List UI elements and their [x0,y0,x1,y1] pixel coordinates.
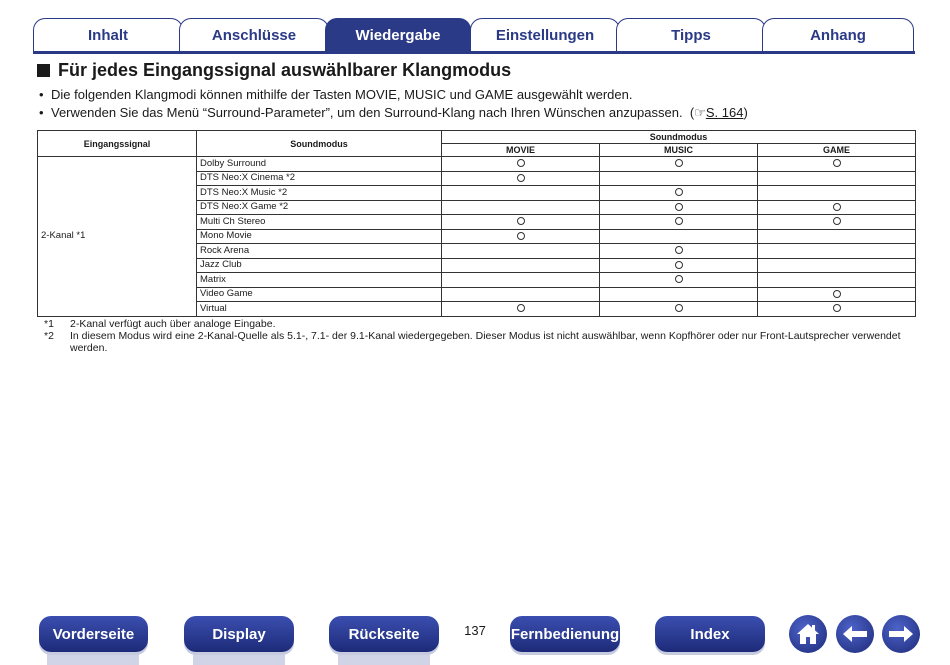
available-circle-icon [517,232,525,240]
available-circle-icon [833,290,841,298]
sound-mode-cell: DTS Neo:X Game *2 [197,200,442,215]
available-circle-icon [675,203,683,211]
available-circle-icon [833,203,841,211]
header-game: GAME [758,144,916,157]
intro-bullets [39,86,748,122]
sound-mode-cell: Multi Ch Stereo [197,215,442,230]
music-cell [600,273,758,288]
music-cell [600,200,758,215]
available-circle-icon [833,304,841,312]
arrow-right-icon [887,624,915,644]
header-music: MUSIC [600,144,758,157]
movie-cell [442,229,600,244]
available-circle-icon [675,246,683,254]
tabs-underline [33,51,915,54]
movie-cell [442,215,600,230]
sound-mode-cell: Rock Arena [197,244,442,259]
sound-mode-cell: DTS Neo:X Music *2 [197,186,442,201]
available-circle-icon [517,159,525,167]
game-cell [758,186,916,201]
game-cell [758,215,916,230]
game-cell [758,273,916,288]
page-number: 137 [464,623,486,638]
bullet-item: • Verwenden Sie das Menü “Surround-Parameter”, um den Surround-Klang nach Ihren Wünschen anzupassen. (☞S. 164) [39,105,748,120]
home-button[interactable] [789,615,827,653]
available-circle-icon [675,275,683,283]
music-cell [600,157,758,172]
sound-mode-cell: DTS Neo:X Cinema *2 [197,171,442,186]
chapter-tabs [33,18,915,54]
table-row [38,157,916,172]
section-heading [37,60,511,81]
page-reference[interactable]: (☞S. 164) [689,105,748,120]
game-cell [758,287,916,302]
game-cell [758,200,916,215]
table-body [38,157,916,317]
rueckseite-button[interactable]: Rückseite [329,616,439,652]
available-circle-icon [517,217,525,225]
available-circle-icon [517,174,525,182]
music-cell [600,229,758,244]
movie-cell [442,157,600,172]
forward-button[interactable] [882,615,920,653]
square-bullet-icon [37,64,50,77]
footnote: *2 In diesem Modus wird eine 2-Kanal-Quelle als 5.1-, 7.1- der 9.1-Kanal wiedergegeben. Dieser Modus ist nicht auswählbar, wenn Kopfhörer oder nur Front-Lautsprecher verwendet werden. [44,330,901,354]
tab-tipps[interactable]: Tipps [616,18,766,52]
page-title: Für jedes Eingangssignal auswählbarer Klangmodus [58,60,512,80]
arrow-left-icon [841,624,869,644]
tab-anschluesse[interactable]: Anschlüsse [179,18,329,52]
display-button[interactable]: Display [184,616,294,652]
nav-shadow [338,652,430,665]
nav-shadow [47,652,139,665]
sound-mode-cell: Dolby Surround [197,157,442,172]
music-cell [600,186,758,201]
header-soundmodus: Soundmodus [197,131,442,157]
available-circle-icon [675,159,683,167]
page-link[interactable]: S. 164 [705,105,744,120]
fernbedienung-button[interactable]: Fernbedienung [510,616,620,652]
sound-mode-cell: Matrix [197,273,442,288]
pointing-hand-icon: ☞ [694,105,706,120]
footnote: *1 2-Kanal verfügt auch über analoge Eingabe. [44,318,276,330]
tab-wiedergabe[interactable]: Wiedergabe [325,18,471,52]
available-circle-icon [833,159,841,167]
tab-anhang[interactable]: Anhang [762,18,914,52]
vorderseite-button[interactable]: Vorderseite [39,616,148,652]
available-circle-icon [675,217,683,225]
back-button[interactable] [836,615,874,653]
sound-mode-cell: Jazz Club [197,258,442,273]
movie-cell [442,171,600,186]
sound-mode-table [37,130,916,317]
header-eingangssignal: Eingangssignal [38,131,197,157]
bullet-item: • Die folgenden Klangmodi können mithilfe der Tasten MOVIE, MUSIC und GAME ausgewählt werden. [39,87,633,102]
movie-cell [442,302,600,317]
game-cell [758,258,916,273]
index-button[interactable]: Index [655,616,765,652]
music-cell [600,215,758,230]
available-circle-icon [675,188,683,196]
movie-cell [442,273,600,288]
input-signal-cell: 2-Kanal *1 [38,157,197,317]
tab-einstellungen[interactable]: Einstellungen [470,18,620,52]
available-circle-icon [675,304,683,312]
available-circle-icon [517,304,525,312]
game-cell [758,229,916,244]
footnotes [44,318,914,354]
music-cell [600,171,758,186]
nav-shadow [193,652,285,665]
header-soundmodus-group: Soundmodus [442,131,916,144]
header-movie: MOVIE [442,144,600,157]
sound-mode-cell: Video Game [197,287,442,302]
music-cell [600,258,758,273]
sound-mode-cell: Mono Movie [197,229,442,244]
game-cell [758,171,916,186]
game-cell [758,157,916,172]
movie-cell [442,244,600,259]
game-cell [758,244,916,259]
movie-cell [442,258,600,273]
music-cell [600,302,758,317]
movie-cell [442,186,600,201]
sound-mode-cell: Virtual [197,302,442,317]
game-cell [758,302,916,317]
music-cell [600,244,758,259]
home-icon [795,622,821,646]
music-cell [600,287,758,302]
available-circle-icon [833,217,841,225]
movie-cell [442,287,600,302]
movie-cell [442,200,600,215]
available-circle-icon [675,261,683,269]
tab-inhalt[interactable]: Inhalt [33,18,183,52]
